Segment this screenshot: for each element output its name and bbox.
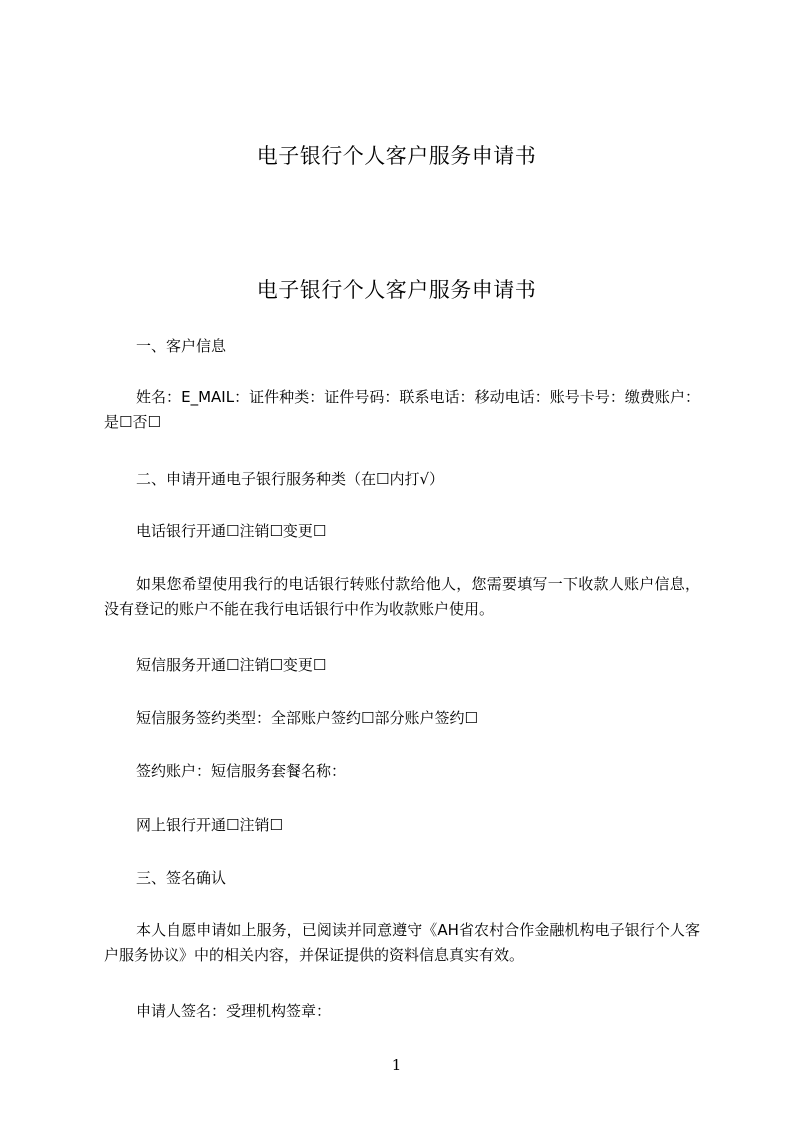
page-number: 1: [391, 1056, 402, 1074]
declaration-text: 本人自愿申请如上服务，已阅读并同意遵守《AH省农村合作金融机构电子银行个人客户服务协议》中的相关内容，并保证提供的资料信息真实有效。: [104, 921, 700, 964]
sms-service-option: 短信服务开通☐注销☐变更☐: [136, 656, 327, 674]
signature-heading: 三、签名确认: [136, 869, 227, 887]
header-title: 电子银行个人客户服务申请书: [256, 144, 537, 168]
online-banking-option: 网上银行开通☐注销☐: [136, 816, 283, 834]
contract-account: 签约账户：短信服务套餐名称：: [136, 762, 347, 780]
phone-banking-option: 电话银行开通☐注销☐变更☐: [136, 522, 327, 540]
signature-line: 申请人签名：受理机构签章：: [136, 1002, 332, 1020]
phone-banking-note: 如果您希望使用我行的电话银行转账付款给他人，您需要填写一下收款人账户信息，没有登记的账户不能在我行电话银行中作为收款账户使用。: [104, 575, 700, 618]
customer-info-text: 姓名：E_MAIL：证件种类：证件号码：联系电话：移动电话：账号卡号：缴费账户：是☐否☐: [104, 388, 700, 431]
service-type-heading: 二、申请开通电子银行服务种类（在☐内打√）: [136, 470, 445, 488]
main-title: 电子银行个人客户服务申请书: [256, 278, 537, 302]
customer-info-heading: 一、客户信息: [136, 337, 227, 355]
sms-contract-type: 短信服务签约类型：全部账户签约☐部分账户签约☐: [136, 709, 478, 727]
